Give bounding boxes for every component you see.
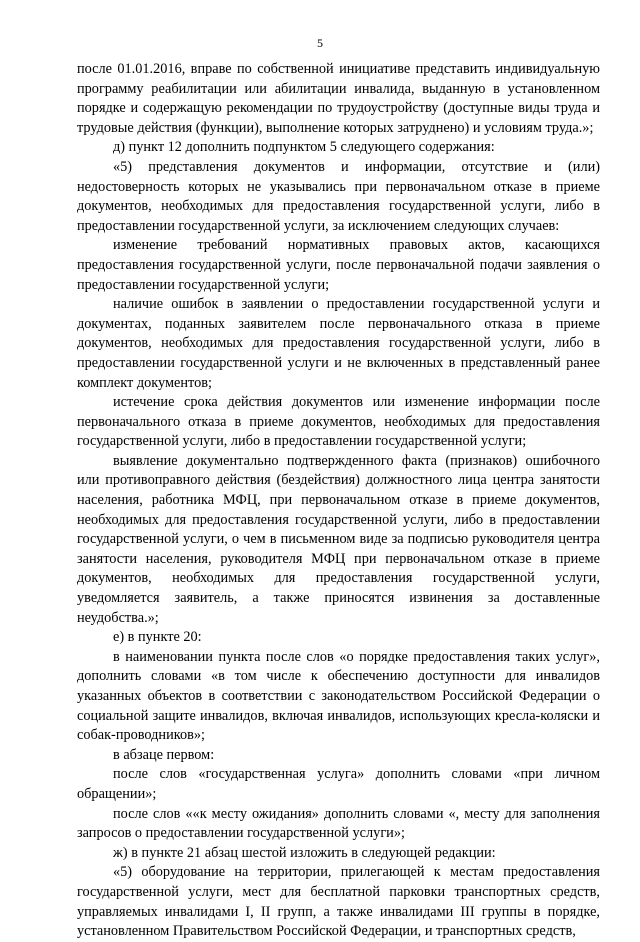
- paragraph: выявление документально подтвержденного факта (признаков) ошибочного или противоправного действия (бездействия) должностного лица центра занятости населения, работника МФЦ, при первоначальном отказе в приеме документов, необходимых для предоставления государственной услуги, либо в предоставлении государственной услуги, о чем в письменном виде за подписью руководителя центра занятости населения, руководителя МФЦ при первоначальном отказе в приеме документов, необходимых для предоставления государственной услуги, уведомляется заявитель, а также приносятся извинения за доставленные неудобства.»;: [77, 452, 600, 626]
- paragraph: наличие ошибок в заявлении о предоставлении государственной услуги и документах, поданных заявителем после первоначального отказа в приеме документов, необходимых для предоставления государственной услуги, либо в предоставлении государственной услуги и не включенных в представленный ранее комплект документов;: [77, 296, 600, 391]
- paragraph: е) в пункте 20:: [113, 629, 202, 646]
- paragraph: ж) в пункте 21 абзац шестой изложить в следующей редакции:: [113, 844, 496, 861]
- paragraph: после слов «государственная услуга» дополнить словами «при личном обращении»;: [77, 766, 600, 802]
- paragraph: в абзаце первом:: [113, 746, 215, 763]
- page-number: 5: [317, 36, 323, 50]
- paragraph: «5) оборудование на территории, прилегающей к местам предоставления государственной услуги, мест для бесплатной парковки транспортных средств, управляемых инвалидами I, II групп, а также инвалидами III группы в порядке, установленном Правительством Российской Федерации, и транспортных средств,: [77, 864, 600, 940]
- paragraph: после 01.01.2016, вправе по собственной инициативе представить индивидуальную программу реабилитации или абилитации инвалида, выданную в установленном порядке и содержащую рекомендации по трудоустройству (доступные виды труда и трудовые действия (функции), выполнение которых затруднено) и условиям труда.»;: [77, 61, 600, 136]
- paragraph: в наименовании пункта после слов «о порядке предоставления таких услуг», дополнить словами «в том числе к обеспечению доступности для инвалидов указанных объектов в соответствии с законодательством Российской Федерации о социальной защите инвалидов, включая инвалидов, использующих кресла-коляски и собак-проводников»;: [77, 648, 600, 744]
- paragraph: д) пункт 12 дополнить подпунктом 5 следующего содержания:: [113, 139, 495, 156]
- paragraph: истечение срока действия документов или изменение информации после первоначального отказа в приеме документов, необходимых для предоставления государственной услуги, либо в предоставлении государственной услуги;: [77, 394, 600, 450]
- paragraph: изменение требований нормативных правовых актов, касающихся предоставления государственной услуги, после первоначальной подачи заявления о предоставлении государственной услуги;: [77, 237, 600, 293]
- paragraph: «5) представления документов и информации, отсутствие и (или) недостоверность которых не указывались при первоначальном отказе в приеме документов, необходимых для предоставления государственной услуги, либо в предоставлении государственной услуги, за исключением следующих случаев:: [77, 158, 600, 234]
- paragraph: после слов ««к месту ожидания» дополнить словами «, месту для заполнения запросов о предоставлении государственной услуги»;: [77, 805, 600, 842]
- document-body: [77, 60, 600, 942]
